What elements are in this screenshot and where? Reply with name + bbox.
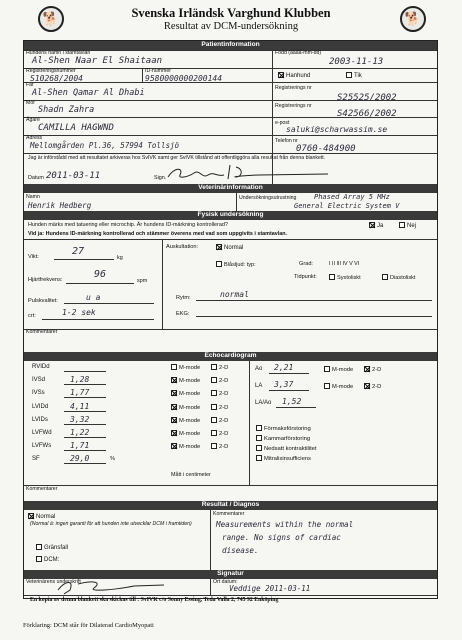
- echo-lvfwd-mmode-option[interactable]: M-mode: [171, 430, 200, 437]
- exam-comments-label: Kommentarer: [26, 329, 58, 335]
- echo-ivsd-2d-option[interactable]: 2-D: [211, 377, 228, 384]
- echo-lvidd-mmode-option[interactable]: M-mode: [171, 404, 200, 411]
- echo-lvids-mmode-checkbox[interactable]: [171, 417, 177, 423]
- echo-value-lvfws: 1,71: [70, 441, 90, 451]
- date-value: 2011-03-11: [46, 171, 101, 181]
- crt-label: crt:: [28, 313, 36, 319]
- echo-value-lvids: 3,32: [70, 414, 90, 424]
- email-label: e-post: [275, 120, 290, 126]
- section-result-header: Resultat / Diagnos: [24, 501, 437, 510]
- id-number-value: 9580000000200144: [145, 74, 223, 83]
- la-label: LA: [255, 383, 263, 389]
- echo-lvidd-2d-option[interactable]: 2-D: [211, 404, 228, 411]
- vet-name-value: Henrik Hedberg: [28, 201, 92, 210]
- heart-rate-value: 96: [94, 269, 107, 280]
- crt-value: 1-2 sek: [62, 308, 96, 317]
- echo-ivsd-2d-checkbox[interactable]: [211, 377, 217, 383]
- echo-ivsd-mmode-option[interactable]: M-mode: [171, 377, 200, 384]
- place-date-label: Ort datum:: [213, 579, 238, 585]
- unit-note: Mått i centimeter: [171, 472, 211, 478]
- echo-label-lvidd: LVIDd: [32, 403, 49, 410]
- la-value: 3,37: [274, 380, 294, 389]
- result-comments-line2: range. No signs of cardiac: [222, 533, 341, 542]
- id-number-label: ID-nummer: [145, 68, 171, 74]
- la-mmode-checkbox[interactable]: [324, 366, 330, 372]
- echo-lvids-2d-option[interactable]: 2-D: [211, 417, 228, 424]
- timing-label: Tidpunkt:: [294, 274, 317, 280]
- echo-value-lvfwd: 1,22: [70, 428, 90, 437]
- rhythm-value: normal: [220, 290, 249, 299]
- vet-signature-label: Veterinärens underskrift: [26, 579, 81, 585]
- sex-female-option[interactable]: Tik: [346, 72, 362, 79]
- sign-label: Sign.: [154, 175, 167, 181]
- laao-value: 1,52: [282, 397, 302, 406]
- address-value: Mellomgården Pl.36, 57994 Tollsjö: [30, 141, 180, 150]
- weight-value: 27: [72, 246, 85, 257]
- laao-mmode-checkbox[interactable]: [324, 383, 330, 389]
- murmur-checkbox[interactable]: [216, 261, 222, 267]
- dam-label: Mor: [26, 100, 35, 106]
- club-logo-left: 🐕: [38, 6, 64, 32]
- section-patient-header: Patientinformation: [24, 41, 437, 50]
- finding-atrial-enlargement[interactable]: Förmaksförstoring: [256, 425, 311, 432]
- auscultation-normal[interactable]: Normal: [216, 244, 243, 251]
- echo-lvfwd-2d-checkbox[interactable]: [211, 430, 217, 436]
- sex-female-checkbox[interactable]: [346, 72, 352, 78]
- birth-date-value: 2003-11-13: [329, 57, 384, 67]
- copy-instruction: En kopia av denna blankett ska skickas till : SvIVK c/o Sonny Essing, Teda Valla 2, 745 92 Enköping: [30, 597, 279, 603]
- footer-explanation: Förklaring: DCM står för Dilaterad CardioMyopati: [23, 622, 154, 629]
- echo-lvidd-mmode-checkbox[interactable]: [171, 404, 177, 410]
- echo-value-sf: 29,0: [70, 454, 90, 464]
- dam-value: Shadn Zahra: [38, 105, 95, 115]
- diastolic-option[interactable]: Diastoliskt: [382, 274, 416, 281]
- result-dcm-checkbox[interactable]: [36, 556, 42, 562]
- echo-ivss-mmode-checkbox[interactable]: [171, 390, 177, 396]
- ao-value: 2,21: [274, 363, 294, 372]
- result-comments-label: Kommentarer: [213, 511, 245, 517]
- finding-atrial-checkbox[interactable]: [256, 425, 262, 431]
- echo-rvidd-2d-option[interactable]: 2-D: [211, 364, 228, 371]
- echo-lvfwd-2d-option[interactable]: 2-D: [211, 430, 228, 437]
- echo-lvfws-mmode-option[interactable]: M-mode: [171, 443, 200, 450]
- laao-label: LA/Ao: [255, 400, 272, 406]
- ao-label: Ao: [255, 366, 263, 372]
- weight-label: Vikt:: [28, 254, 39, 260]
- echo-label-sf: SF: [32, 456, 40, 463]
- echo-ivss-2d-checkbox[interactable]: [211, 390, 217, 396]
- sire-label: Far: [26, 82, 34, 88]
- echo-ivsd-mmode-checkbox[interactable]: [171, 377, 177, 383]
- result-dcm-option[interactable]: DCM:: [36, 556, 59, 563]
- owner-value: CAMILLA HAGWND: [38, 123, 114, 133]
- result-comments-line1: Measurements within the normal: [216, 520, 354, 529]
- echo-ivss-2d-option[interactable]: 2-D: [211, 390, 228, 397]
- rhythm-label: Rytm:: [176, 295, 191, 301]
- echo-rvidd-mmode-option[interactable]: M-mode: [171, 364, 200, 371]
- diastolic-checkbox[interactable]: [382, 274, 388, 280]
- dog-name-label: Hundens namn i stamtavlan: [26, 50, 91, 56]
- reg-number-value: S10268/2004: [30, 74, 83, 83]
- place-date-value: Veddige 2011-03-11: [229, 584, 311, 593]
- result-normal-note: (Normal ä: ingen garanti för att hunden inte utvecklar DCM i framtiden): [30, 521, 192, 527]
- section-echo-header: Echocardiogram: [24, 352, 437, 361]
- finding-mitral-insufficiency[interactable]: Mitralisinsufficiens: [256, 455, 311, 462]
- heart-rate-unit: spm: [137, 278, 148, 284]
- equipment-value-line2: General Electric System V: [294, 202, 400, 210]
- auscultation-normal-checkbox[interactable]: [216, 244, 222, 250]
- sire-value: Al-Shen Qamar Al Dhabi: [32, 88, 145, 98]
- result-borderline-option[interactable]: Gränsfall: [36, 544, 68, 551]
- consent-text: Jag är införstådd med att resultatet arkiveras hos SvIVK samt ger SvIVK tillstånd att offentliggöra alla resultat från denna blankett.: [28, 155, 326, 161]
- laao-2d-option[interactable]: 2-D: [364, 383, 381, 390]
- email-value: saluki@scharwassim.se: [286, 125, 388, 134]
- phone-label: Telefon nr: [275, 138, 298, 144]
- document-header: [0, 0, 462, 40]
- document-subtitle: Resultat av DCM-undersökning: [163, 21, 299, 32]
- grade-label: Grad:: [299, 261, 313, 267]
- la-2d-option[interactable]: 2-D: [364, 366, 381, 373]
- laao-mmode-option[interactable]: M-mode: [324, 383, 353, 390]
- echo-lvfws-2d-option[interactable]: 2-D: [211, 443, 228, 450]
- id-check-yes[interactable]: Ja: [369, 222, 383, 229]
- echo-label-ivss: IVSs: [32, 390, 45, 397]
- section-exam-header: Fysisk undersökning: [24, 211, 437, 220]
- club-name: Svenska Irländsk Varghund Klubben: [131, 6, 331, 20]
- echo-label-rvidd: RVIDd: [32, 364, 50, 370]
- vet-signature: [54, 578, 174, 595]
- grade-options[interactable]: I II III IV V VI: [329, 261, 360, 267]
- finding-contractility-checkbox[interactable]: [256, 445, 262, 451]
- echo-comments-label: Kommentarer: [26, 486, 58, 492]
- finding-mitral-checkbox[interactable]: [256, 455, 262, 461]
- dcm-form: [23, 40, 438, 603]
- echo-value-ivsd: 1,28: [70, 375, 90, 385]
- id-check-question: Hunden märks med tatuering eller microchip. Är hundens ID-märkning kontrollerad?: [28, 222, 228, 228]
- vet-name-label: Namn: [26, 194, 40, 200]
- murmur-option[interactable]: Blåsljud: typ:: [216, 261, 256, 268]
- echo-value-ivss: 1,77: [70, 388, 90, 398]
- systolic-checkbox[interactable]: [329, 274, 335, 280]
- owner-signature: [164, 163, 334, 183]
- finding-reduced-contractility[interactable]: Nedsatt kontraktilitet: [256, 445, 317, 452]
- dam-reg-label: Registrerings nr: [275, 103, 312, 109]
- id-check-yes-checkbox[interactable]: [369, 222, 375, 228]
- weight-unit: kg: [117, 255, 123, 261]
- echo-label-ivsd: IVSd: [32, 377, 46, 384]
- echo-lvfws-mmode-checkbox[interactable]: [171, 443, 177, 449]
- equipment-label: Undersökningsutrustning: [239, 195, 297, 201]
- equipment-value: Phased Array 5 MHz: [314, 193, 390, 201]
- echo-lvidd-2d-checkbox[interactable]: [211, 404, 217, 410]
- reg-number-label: Registreringsnummer: [26, 68, 76, 74]
- echo-label-lvfwd: LVFWd: [32, 430, 52, 436]
- echo-lvids-mmode-option[interactable]: M-mode: [171, 417, 200, 424]
- systolic-option[interactable]: Systoliskt: [329, 274, 361, 281]
- finding-ventricular-checkbox[interactable]: [256, 435, 262, 441]
- echo-rvidd-2d-checkbox[interactable]: [211, 364, 217, 370]
- finding-ventricular-enlargement[interactable]: Kammarförstoring: [256, 435, 310, 442]
- la-mmode-option[interactable]: M-mode: [324, 366, 353, 373]
- ekg-label: EKG:: [176, 311, 190, 317]
- address-label: Adress: [26, 135, 43, 141]
- echo-label-lvfws: LVFWs: [32, 443, 52, 450]
- owner-label: Ägare: [26, 117, 40, 123]
- id-check-no-checkbox[interactable]: [399, 222, 405, 228]
- laao-2d-checkbox[interactable]: [364, 383, 370, 389]
- result-comments-line3: disease.: [222, 546, 259, 555]
- sire-reg-label: Registrerings nr: [275, 85, 312, 91]
- auscultation-label: Auskultation:: [166, 244, 199, 250]
- la-2d-checkbox[interactable]: [364, 366, 370, 372]
- echo-lvfwd-mmode-checkbox[interactable]: [171, 430, 177, 436]
- sf-unit: %: [110, 456, 115, 463]
- club-logo-right: 🐕: [400, 6, 426, 32]
- dog-name-value: Al-Shen Naar El Shaitaan: [32, 56, 163, 66]
- pulse-value: u a: [86, 293, 101, 302]
- result-normal-checkbox[interactable]: [28, 513, 34, 519]
- birth-date-label: Född (åååå-mm-dd): [275, 50, 322, 56]
- section-signature-header: Signatur: [24, 570, 437, 579]
- echo-rvidd-mmode-checkbox[interactable]: [171, 364, 177, 370]
- pulse-label: Pulskvalitet:: [28, 298, 58, 304]
- section-vet-header: Veterinärinformation: [24, 184, 437, 193]
- dam-reg-value: S42566/2002: [337, 109, 397, 119]
- heart-rate-label: Hjärtfrekvens:: [28, 277, 63, 283]
- echo-value-lvidd: 4,11: [70, 401, 90, 411]
- sex-male-option[interactable]: Hanhund: [278, 72, 310, 79]
- id-check-note: Vid ja: Hundens ID-märkning kontrollerad och stämmer överens med vad som uppgivits i stamtavlan.: [28, 231, 288, 237]
- echo-lvfws-2d-checkbox[interactable]: [211, 443, 217, 449]
- phone-value: 0760-484900: [296, 144, 356, 154]
- date-label: Datum: [28, 175, 44, 181]
- echo-label-lvids: LVIDs: [32, 416, 48, 423]
- echo-ivss-mmode-option[interactable]: M-mode: [171, 390, 200, 397]
- sex-male-checkbox[interactable]: [278, 72, 284, 78]
- sire-reg-value: S25525/2002: [337, 93, 397, 103]
- result-normal-option[interactable]: Normal: [28, 513, 55, 520]
- id-check-no[interactable]: Nej: [399, 222, 416, 229]
- result-borderline-checkbox[interactable]: [36, 544, 42, 550]
- echo-lvids-2d-checkbox[interactable]: [211, 417, 217, 423]
